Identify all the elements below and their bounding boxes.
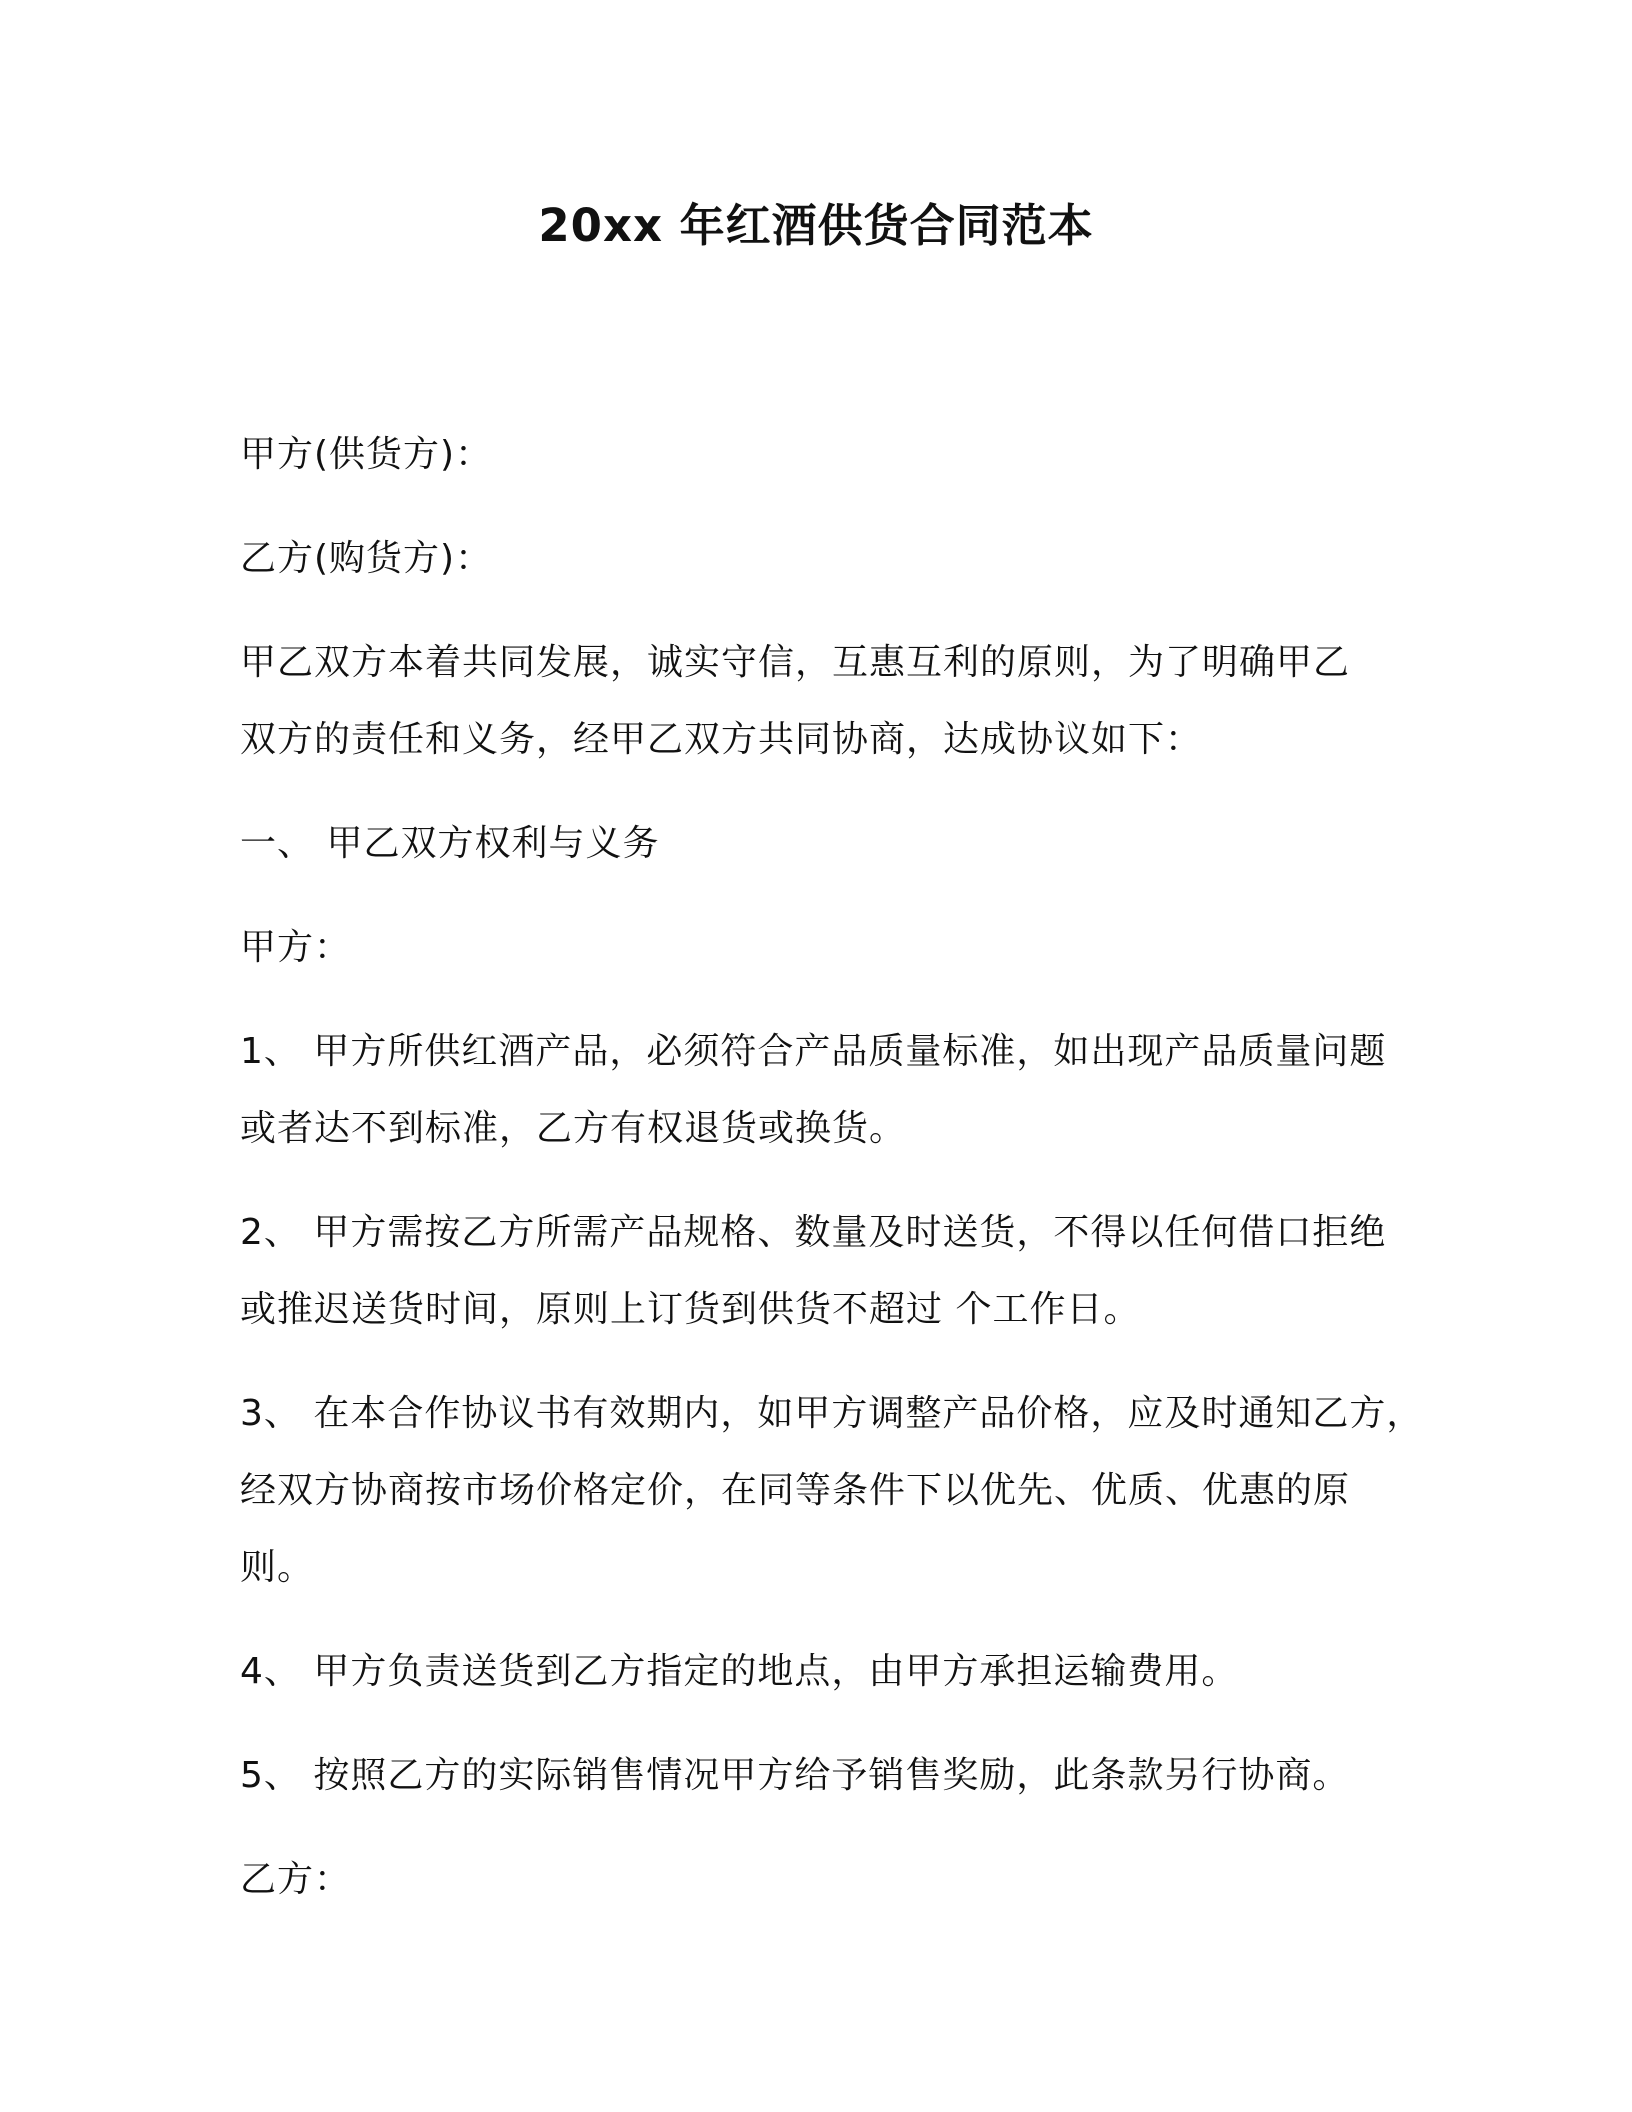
clause-3 bbox=[240, 1375, 1424, 1606]
section-heading: 一、 甲乙双方权利与义务 bbox=[240, 823, 660, 864]
clause-3-line-1: 3、 在本合作协议书有效期内，如甲方调整产品价格，应及时通知乙方， bbox=[240, 1393, 1424, 1434]
clause-1-line-2: 或者达不到标准，乙方有权退货或换货。 bbox=[240, 1108, 907, 1149]
party-a-subheading: 甲方： bbox=[240, 927, 352, 968]
party-a-label: 甲方(供货方)： bbox=[240, 434, 493, 475]
clause-4: 4、 甲方负责送货到乙方指定的地点，由甲方承担运输费用。 bbox=[240, 1651, 1239, 1692]
clause-3-line-2: 经双方协商按市场价格定价，在同等条件下以优先、优质、优惠的原 bbox=[240, 1470, 1351, 1511]
clause-1 bbox=[240, 1013, 1420, 1167]
intro-line-1: 甲乙双方本着共同发展，诚实守信，互惠互利的原则，为了明确甲乙 bbox=[240, 642, 1351, 683]
intro-line-2: 双方的责任和义务，经甲乙双方共同协商，达成协议如下： bbox=[240, 719, 1203, 760]
document-title: 20xx 年红酒供货合同范本 bbox=[538, 199, 1094, 252]
clause-1-line-1: 1、 甲方所供红酒产品，必须符合产品质量标准，如出现产品质量问题 bbox=[240, 1031, 1387, 1072]
clause-2-line-2: 或推迟送货时间，原则上订货到供货不超过 个工作日。 bbox=[240, 1289, 1141, 1330]
clause-3-line-3: 则。 bbox=[240, 1547, 315, 1588]
intro-paragraph bbox=[240, 624, 1420, 778]
party-b-label: 乙方(购货方)： bbox=[240, 538, 493, 579]
clause-2-line-1: 2、 甲方需按乙方所需产品规格、数量及时送货，不得以任何借口拒绝 bbox=[240, 1212, 1387, 1253]
party-b-subheading: 乙方： bbox=[240, 1859, 352, 1900]
clause-2 bbox=[240, 1194, 1420, 1348]
clause-5: 5、 按照乙方的实际销售情况甲方给予销售奖励，此条款另行协商。 bbox=[240, 1755, 1350, 1796]
document-body bbox=[240, 416, 1424, 1945]
